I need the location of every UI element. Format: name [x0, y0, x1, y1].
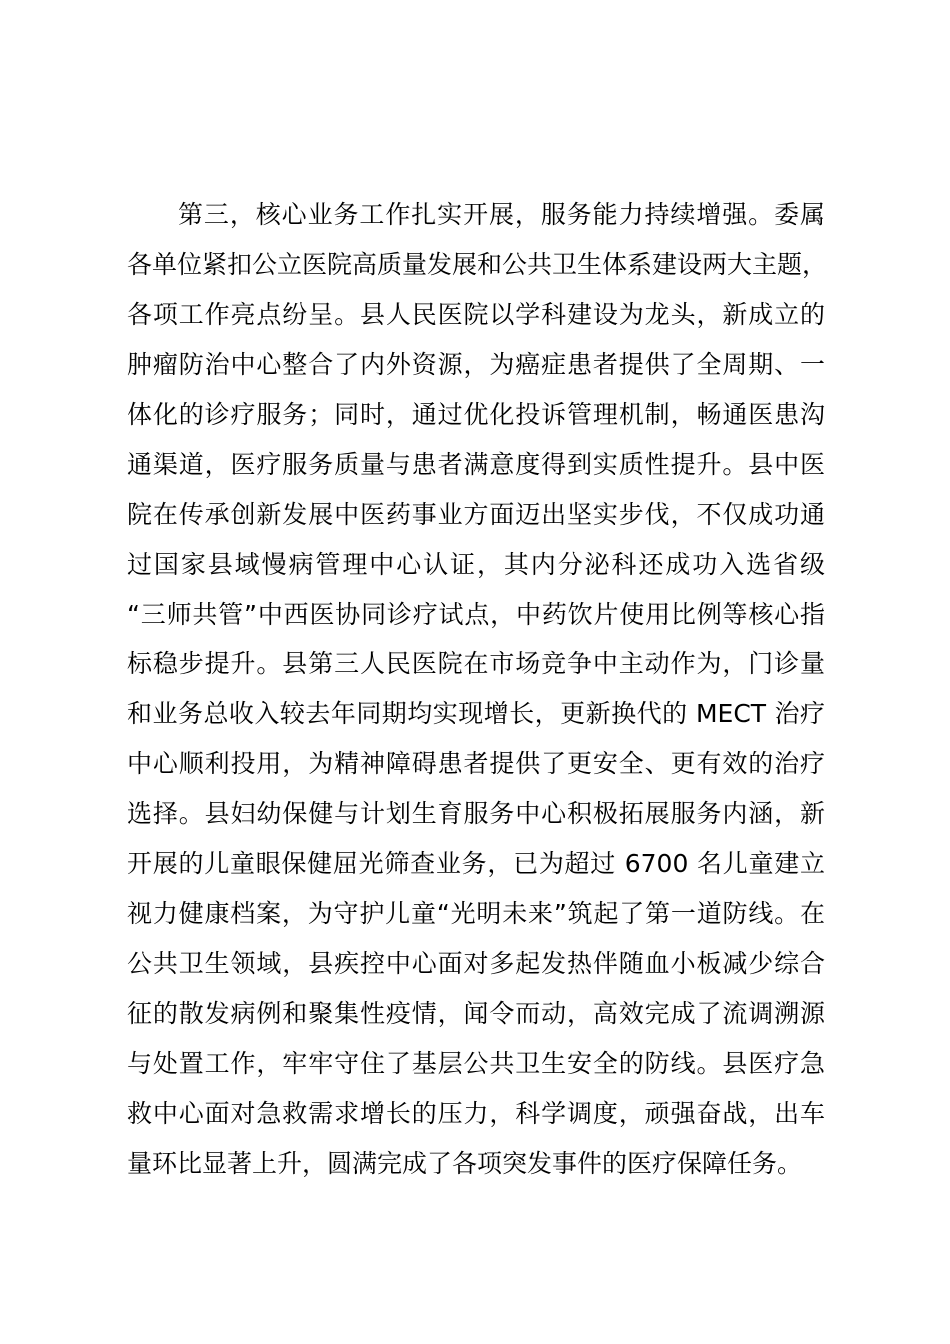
- text-line: 第三，核心业务工作扎实开展，服务能力持续增强。委属: [178, 200, 825, 229]
- body-paragraph: [127, 190, 828, 1189]
- text-line: 选择。县妇幼保健与计划生育服务中心积极拓展服务内涵，新: [127, 799, 825, 829]
- text-line: 和业务总收入较去年同期均实现增长，更新换代的 MECT 治疗: [127, 699, 825, 729]
- text-line: 肿瘤防治中心整合了内外资源，为癌症患者提供了全周期、一: [127, 349, 825, 379]
- text-line: 开展的儿童眼保健屈光筛查业务，已为超过 6700 名儿童建立: [127, 849, 825, 879]
- text-line: 通渠道，医疗服务质量与患者满意度得到实质性提升。县中医: [127, 449, 825, 479]
- text-line: 体化的诊疗服务；同时，通过优化投诉管理机制，畅通医患沟: [127, 399, 825, 429]
- text-line: 各单位紧扣公立医院高质量发展和公共卫生体系建设两大主题，: [127, 249, 828, 279]
- text-line: 公共卫生领域，县疾控中心面对多起发热伴随血小板减少综合: [127, 949, 825, 979]
- text-line: 院在传承创新发展中医药事业方面迈出坚实步伐，不仅成功通: [127, 499, 825, 529]
- text-line: 视力健康档案，为守护儿童“光明未来”筑起了第一道防线。在: [127, 899, 825, 929]
- text-line: 量环比显著上升，圆满完成了各项突发事件的医疗保障任务。: [127, 1148, 803, 1178]
- text-line: 救中心面对急救需求增长的压力，科学调度，顽强奋战，出车: [127, 1098, 825, 1128]
- text-line: 中心顺利投用，为精神障碍患者提供了更安全、更有效的治疗: [127, 749, 825, 779]
- text-line: 与处置工作，牢牢守住了基层公共卫生安全的防线。县医疗急: [127, 1048, 825, 1078]
- text-line: “三师共管”中西医协同诊疗试点，中药饮片使用比例等核心指: [127, 599, 825, 629]
- text-line: 征的散发病例和聚集性疫情，闻令而动，高效完成了流调溯源: [127, 999, 825, 1028]
- text-line: 各项工作亮点纷呈。县人民医院以学科建设为龙头，新成立的: [127, 299, 825, 329]
- text-line: 标稳步提升。县第三人民医院在市场竞争中主动作为，门诊量: [127, 649, 825, 679]
- text-line: 过国家县域慢病管理中心认证，其内分泌科还成功入选省级: [127, 549, 825, 579]
